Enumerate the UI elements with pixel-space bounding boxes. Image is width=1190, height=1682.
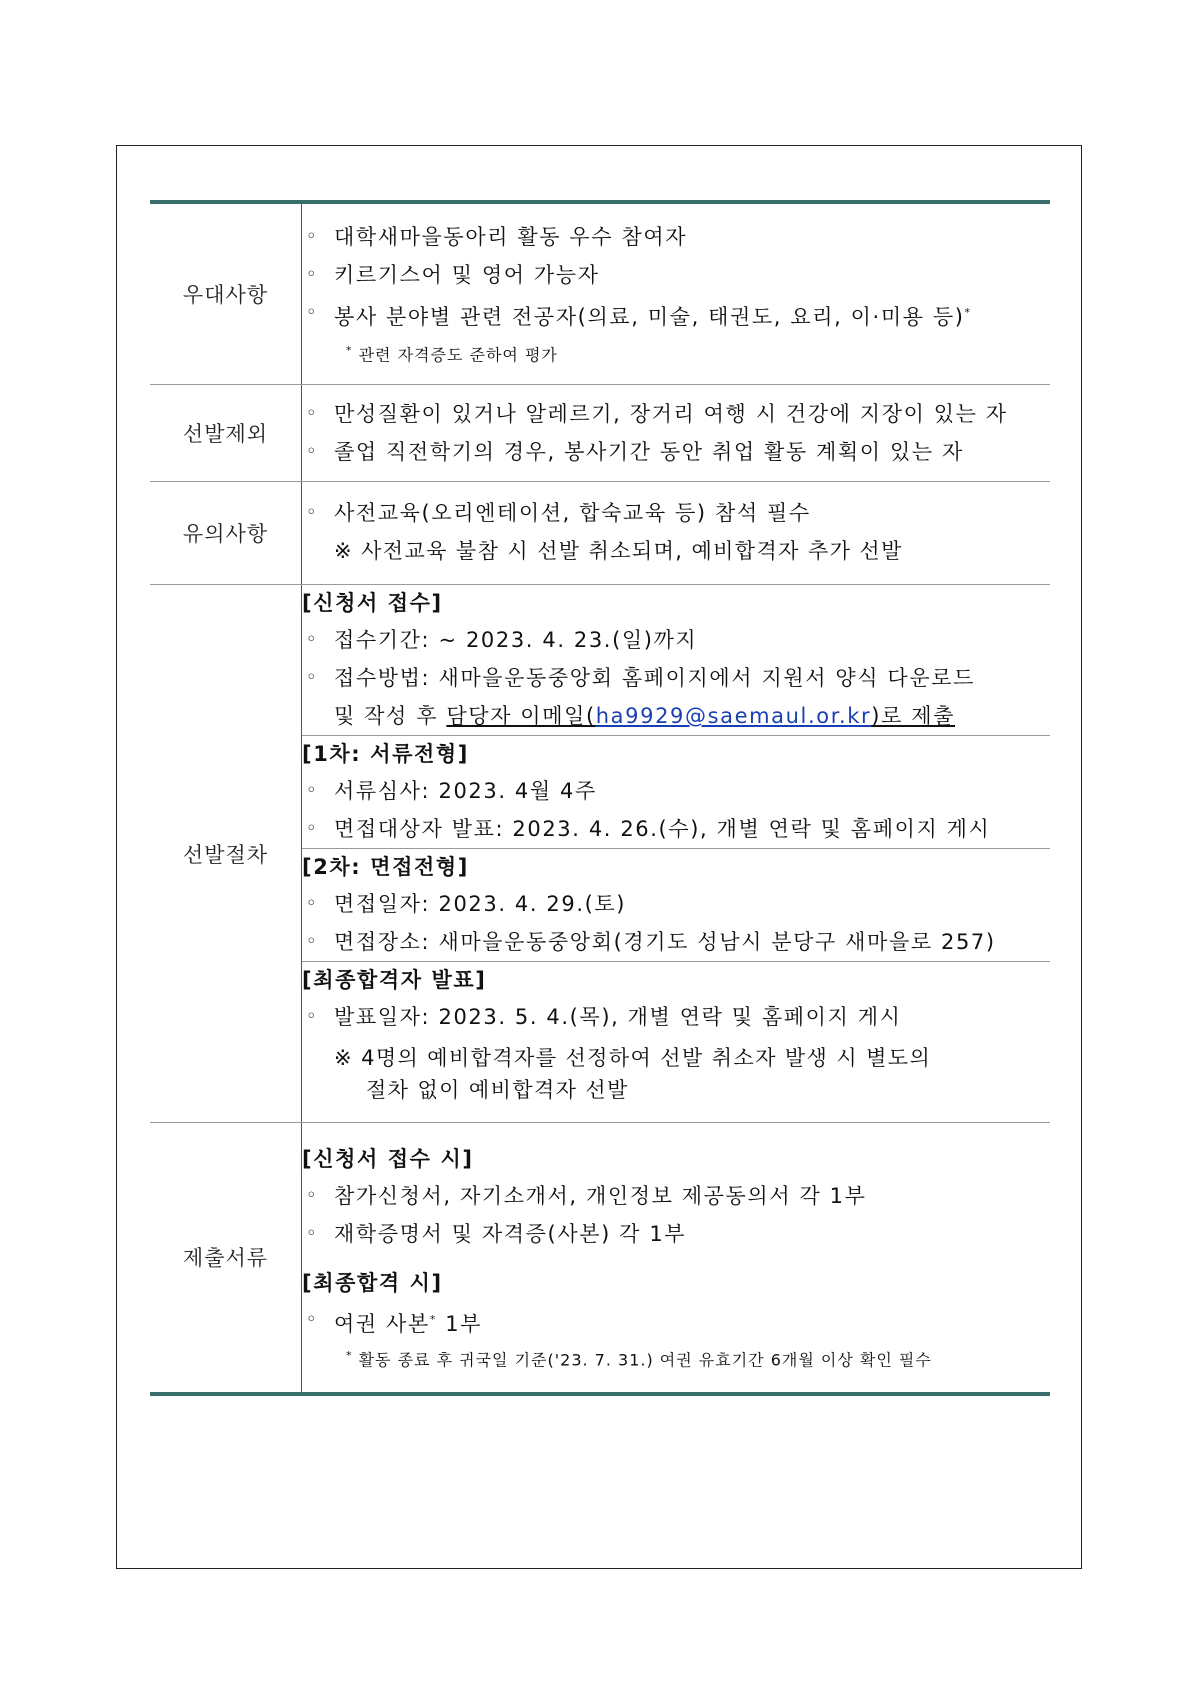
- row-content-documents: [302, 1123, 1051, 1394]
- list-item: ◦ 사전교육(오리엔테이션, 합숙교육 등) 참석 필수: [302, 494, 1050, 532]
- reference-note-continuation: 절차 없이 예비합격자 선발: [366, 1078, 629, 1103]
- footnote-note: * 관련 자격증도 준하여 평가: [346, 344, 558, 365]
- row-content-exclusion: [302, 385, 1051, 482]
- list-item: ◦ 접수기간: ~ 2023. 4. 23.(일)까지: [302, 621, 1050, 659]
- footnote-mark: *: [964, 306, 972, 319]
- row-preference: [150, 202, 1050, 385]
- list-item: ◦ 졸업 직전학기의 경우, 봉사기간 동안 취업 활동 계획이 있는 자: [302, 433, 1050, 471]
- list-item: ◦ 면접대상자 발표: 2023. 4. 26.(수), 개별 연락 및 홈페이지 게시: [302, 810, 1050, 848]
- reference-note: ※ 4명의 예비합격자를 선정하여 선발 취소자 발생 시 별도의: [334, 1046, 932, 1071]
- section-heading: [신청서 접수 시]: [302, 1147, 474, 1172]
- list-item: ◦ 접수방법: 새마을운동중앙회 홈페이지에서 지원서 양식 다운로드: [302, 659, 1050, 697]
- row-exclusion: [150, 385, 1050, 482]
- email-link[interactable]: ha9929@saemaul.or.kr: [595, 704, 872, 729]
- section-application: [302, 585, 1050, 736]
- row-label-preference: 우대사항: [150, 202, 302, 385]
- list-item: ◦ 서류심사: 2023. 4월 4주: [302, 772, 1050, 810]
- contact-underlined: 담당자 이메일(ha9929@saemaul.or.kr)로 제출: [446, 704, 956, 729]
- row-label-caution: 유의사항: [150, 482, 302, 585]
- list-item-continuation: 및 작성 후 담당자 이메일(ha9929@saemaul.or.kr)로 제출: [334, 704, 956, 729]
- list-item: ◦ 재학증명서 및 자격증(사본) 각 1부: [302, 1215, 1050, 1253]
- row-label-exclusion: 선발제외: [150, 385, 302, 482]
- list-item: ◦ 만성질환이 있거나 알레르기, 장거리 여행 시 건강에 지장이 있는 자: [302, 395, 1050, 433]
- section-heading: [최종합격 시]: [302, 1271, 443, 1296]
- row-procedure: [150, 585, 1050, 1123]
- footnote-mark: *: [429, 1313, 437, 1327]
- list-item: ◦ 여권 사본* 1부: [302, 1301, 1050, 1343]
- procedure-subtable: [302, 585, 1050, 1122]
- list-item: ◦ 면접일자: 2023. 4. 29.(토): [302, 885, 1050, 923]
- list-item: ◦ 참가신청서, 자기소개서, 개인정보 제공동의서 각 1부: [302, 1177, 1050, 1215]
- row-content-caution: [302, 482, 1051, 585]
- recruitment-info-table: [150, 200, 1050, 1396]
- section-heading: [2차: 면접전형]: [302, 855, 469, 880]
- section-heading: [최종합격자 발표]: [302, 968, 487, 993]
- row-caution: [150, 482, 1050, 585]
- row-label-documents: 제출서류: [150, 1123, 302, 1394]
- section-final: [302, 962, 1050, 1123]
- row-label-procedure: 선발절차: [150, 585, 302, 1123]
- section-heading: [신청서 접수]: [302, 591, 443, 616]
- section-stage2: [302, 849, 1050, 962]
- list-item: ◦ 면접장소: 새마을운동중앙회(경기도 성남시 분당구 새마을로 257): [302, 923, 1050, 961]
- reference-note: ※ 사전교육 불참 시 선발 취소되며, 예비합격자 추가 선발: [334, 539, 903, 564]
- list-item: ◦ 대학새마을동아리 활동 우수 참여자: [302, 218, 1050, 256]
- section-heading: [1차: 서류전형]: [302, 742, 469, 767]
- list-item: ◦ 키르기스어 및 영어 가능자: [302, 256, 1050, 294]
- list-item: ◦ 발표일자: 2023. 5. 4.(목), 개별 연락 및 홈페이지 게시: [302, 998, 1050, 1036]
- section-stage1: [302, 736, 1050, 849]
- row-content-procedure: [302, 585, 1051, 1123]
- row-content-preference: [302, 202, 1051, 385]
- row-documents: [150, 1123, 1050, 1394]
- list-item: ◦ 봉사 분야별 관련 전공자(의료, 미술, 태권도, 요리, 이·미용 등)*: [302, 294, 1050, 336]
- footnote-note: * 활동 종료 후 귀국일 기준('23. 7. 31.) 여권 유효기간 6개월 이상 확인 필수: [346, 1349, 932, 1370]
